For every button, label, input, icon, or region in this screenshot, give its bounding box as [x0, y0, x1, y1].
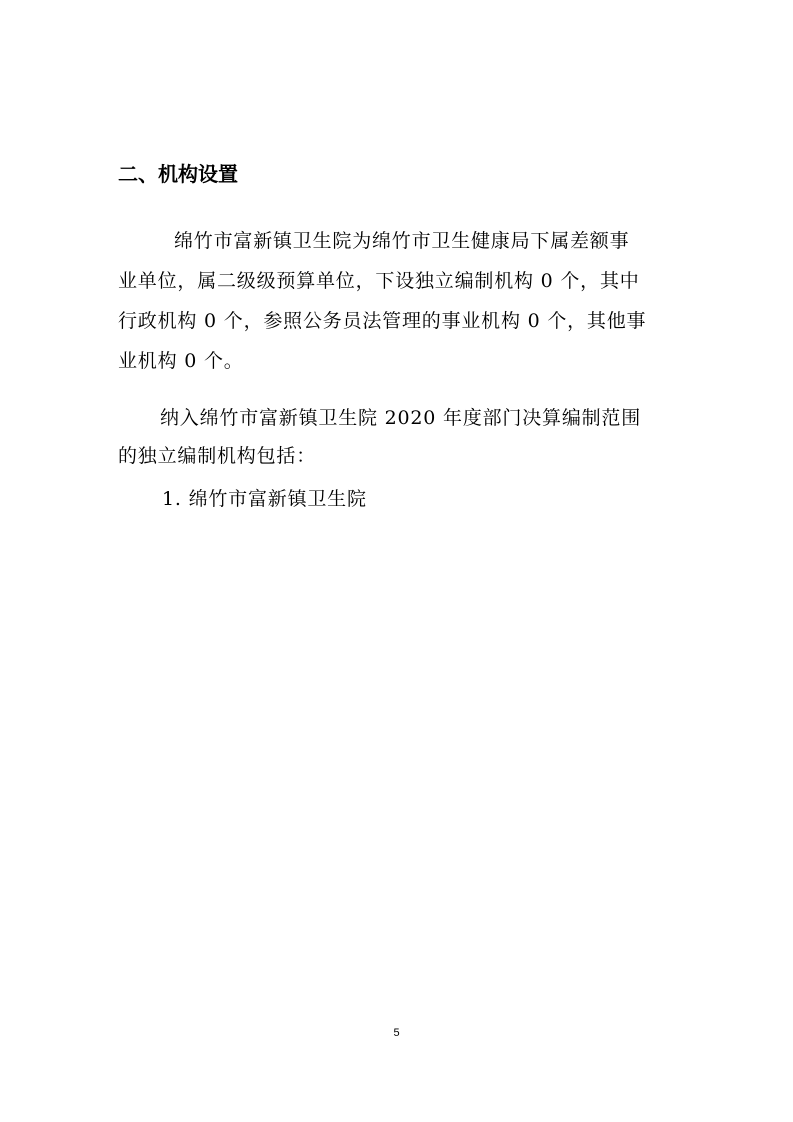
paragraph-line: 绵竹市富新镇卫生院为绵竹市卫生健康局下属差额事: [174, 230, 630, 252]
paragraph-line: 业单位，属二级级预算单位，下设独立编制机构 0 个，其中: [118, 270, 640, 292]
paragraph-line: 业机构 0 个。: [118, 350, 244, 372]
paragraph-line: 行政机构 0 个，参照公务员法管理的事业机构 0 个，其他事: [118, 310, 647, 332]
section-heading: 二、机构设置: [118, 162, 238, 186]
page-number: 5: [393, 1027, 400, 1039]
paragraph-line: 的独立编制机构包括：: [118, 445, 317, 467]
paragraph-line: 纳入绵竹市富新镇卫生院 2020 年度部门决算编制范围: [160, 407, 642, 429]
list-item: 1. 绵竹市富新镇卫生院: [162, 488, 367, 510]
